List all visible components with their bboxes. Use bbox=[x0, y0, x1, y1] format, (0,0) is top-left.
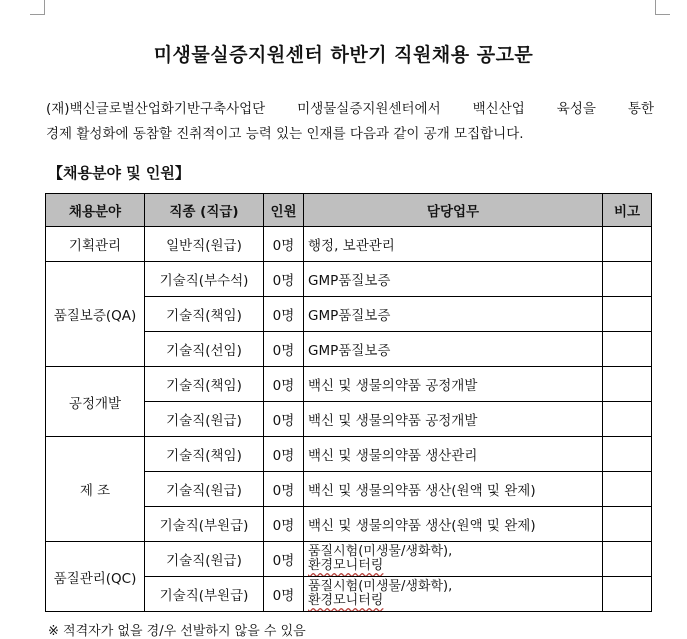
footnote: ※ 적격자가 없을 경/우 선발하지 않을 수 있음 bbox=[48, 624, 306, 639]
cell-position: 기술직(책임) bbox=[145, 437, 264, 472]
cell-count: 0명 bbox=[264, 507, 304, 542]
cell-position: 기술직(부원급) bbox=[145, 577, 264, 612]
cell-duty: GMP품질보증 bbox=[304, 332, 603, 367]
cell-position: 일반직(원급) bbox=[145, 227, 264, 262]
cell-count: 0명 bbox=[264, 402, 304, 437]
cell-position: 기술직(원급) bbox=[145, 472, 264, 507]
cell-duty: 백신 및 생물의약품 생산(원액 및 완제) bbox=[304, 472, 603, 507]
cell-duty: 백신 및 생물의약품 생산관리 bbox=[304, 437, 603, 472]
intro-paragraph bbox=[46, 97, 654, 147]
cell-count: 0명 bbox=[264, 367, 304, 402]
cell-remark bbox=[603, 297, 652, 332]
header-field: 채용분야 bbox=[46, 194, 145, 227]
recruitment-table bbox=[45, 193, 652, 612]
table-header-row bbox=[46, 194, 652, 227]
intro-line-1: (재)백신글로벌산업화기반구축사업단 미생물실증지원센터에서 백신산업 육성을 통한 bbox=[46, 101, 654, 117]
header-duty: 담당업무 bbox=[304, 194, 603, 227]
cell-remark bbox=[603, 262, 652, 297]
page-corner-mark-left bbox=[30, 0, 45, 15]
table-body bbox=[46, 227, 652, 612]
cell-count: 0명 bbox=[264, 262, 304, 297]
cell-duty: 백신 및 생물의약품 공정개발 bbox=[304, 402, 603, 437]
cell-count: 0명 bbox=[264, 472, 304, 507]
cell-duty: 백신 및 생물의약품 공정개발 bbox=[304, 367, 603, 402]
cell-field: 기획관리 bbox=[46, 227, 145, 262]
header-position: 직종 (직급) bbox=[145, 194, 264, 227]
duty-line-2: 환경모니터링 bbox=[308, 593, 384, 608]
cell-position: 기술직(원급) bbox=[145, 402, 264, 437]
cell-position: 기술직(선임) bbox=[145, 332, 264, 367]
table-row bbox=[46, 227, 652, 262]
cell-remark bbox=[603, 367, 652, 402]
table-row bbox=[46, 542, 652, 577]
duty-line-2: 환경모니터링 bbox=[308, 558, 384, 573]
cell-count: 0명 bbox=[264, 227, 304, 262]
duty-line-1: 품질시험(미생물/생화학), bbox=[308, 544, 453, 559]
cell-count: 0명 bbox=[264, 332, 304, 367]
duty-line-1: 품질시험(미생물/생화학), bbox=[308, 579, 453, 594]
cell-field: 제 조 bbox=[46, 437, 145, 542]
cell-duty: GMP품질보증 bbox=[304, 297, 603, 332]
header-remark: 비고 bbox=[603, 194, 652, 227]
cell-field: 공정개발 bbox=[46, 367, 145, 437]
cell-duty bbox=[304, 577, 603, 612]
table-row bbox=[46, 437, 652, 472]
cell-count: 0명 bbox=[264, 297, 304, 332]
cell-count: 0명 bbox=[264, 437, 304, 472]
cell-remark bbox=[603, 437, 652, 472]
cell-position: 기술직(부수석) bbox=[145, 262, 264, 297]
cell-remark bbox=[603, 227, 652, 262]
cell-field: 품질관리(QC) bbox=[46, 542, 145, 612]
cell-remark bbox=[603, 577, 652, 612]
cell-remark bbox=[603, 542, 652, 577]
cell-position: 기술직(원급) bbox=[145, 542, 264, 577]
cell-position: 기술직(책임) bbox=[145, 297, 264, 332]
cell-remark bbox=[603, 332, 652, 367]
cell-duty bbox=[304, 542, 603, 577]
cell-remark bbox=[603, 507, 652, 542]
cell-duty: 행정, 보관관리 bbox=[304, 227, 603, 262]
cell-count: 0명 bbox=[264, 577, 304, 612]
cell-count: 0명 bbox=[264, 542, 304, 577]
document-title: 미생물실증지원센터 하반기 직원채용 공고문 bbox=[153, 44, 534, 66]
table-row bbox=[46, 262, 652, 297]
table-row bbox=[46, 367, 652, 402]
cell-position: 기술직(부원급) bbox=[145, 507, 264, 542]
section-heading: 【채용분야 및 인원】 bbox=[48, 164, 190, 182]
cell-remark bbox=[603, 472, 652, 507]
cell-duty: 백신 및 생물의약품 생산(원액 및 완제) bbox=[304, 507, 603, 542]
cell-duty: GMP품질보증 bbox=[304, 262, 603, 297]
header-count: 인원 bbox=[264, 194, 304, 227]
cell-position: 기술직(책임) bbox=[145, 367, 264, 402]
intro-line-2: 경제 활성화에 동참할 진취적이고 능력 있는 인재를 다음과 같이 공개 모집합니다. bbox=[46, 126, 524, 142]
cell-remark bbox=[603, 402, 652, 437]
page-corner-mark-right bbox=[655, 0, 670, 15]
cell-field: 품질보증(QA) bbox=[46, 262, 145, 367]
